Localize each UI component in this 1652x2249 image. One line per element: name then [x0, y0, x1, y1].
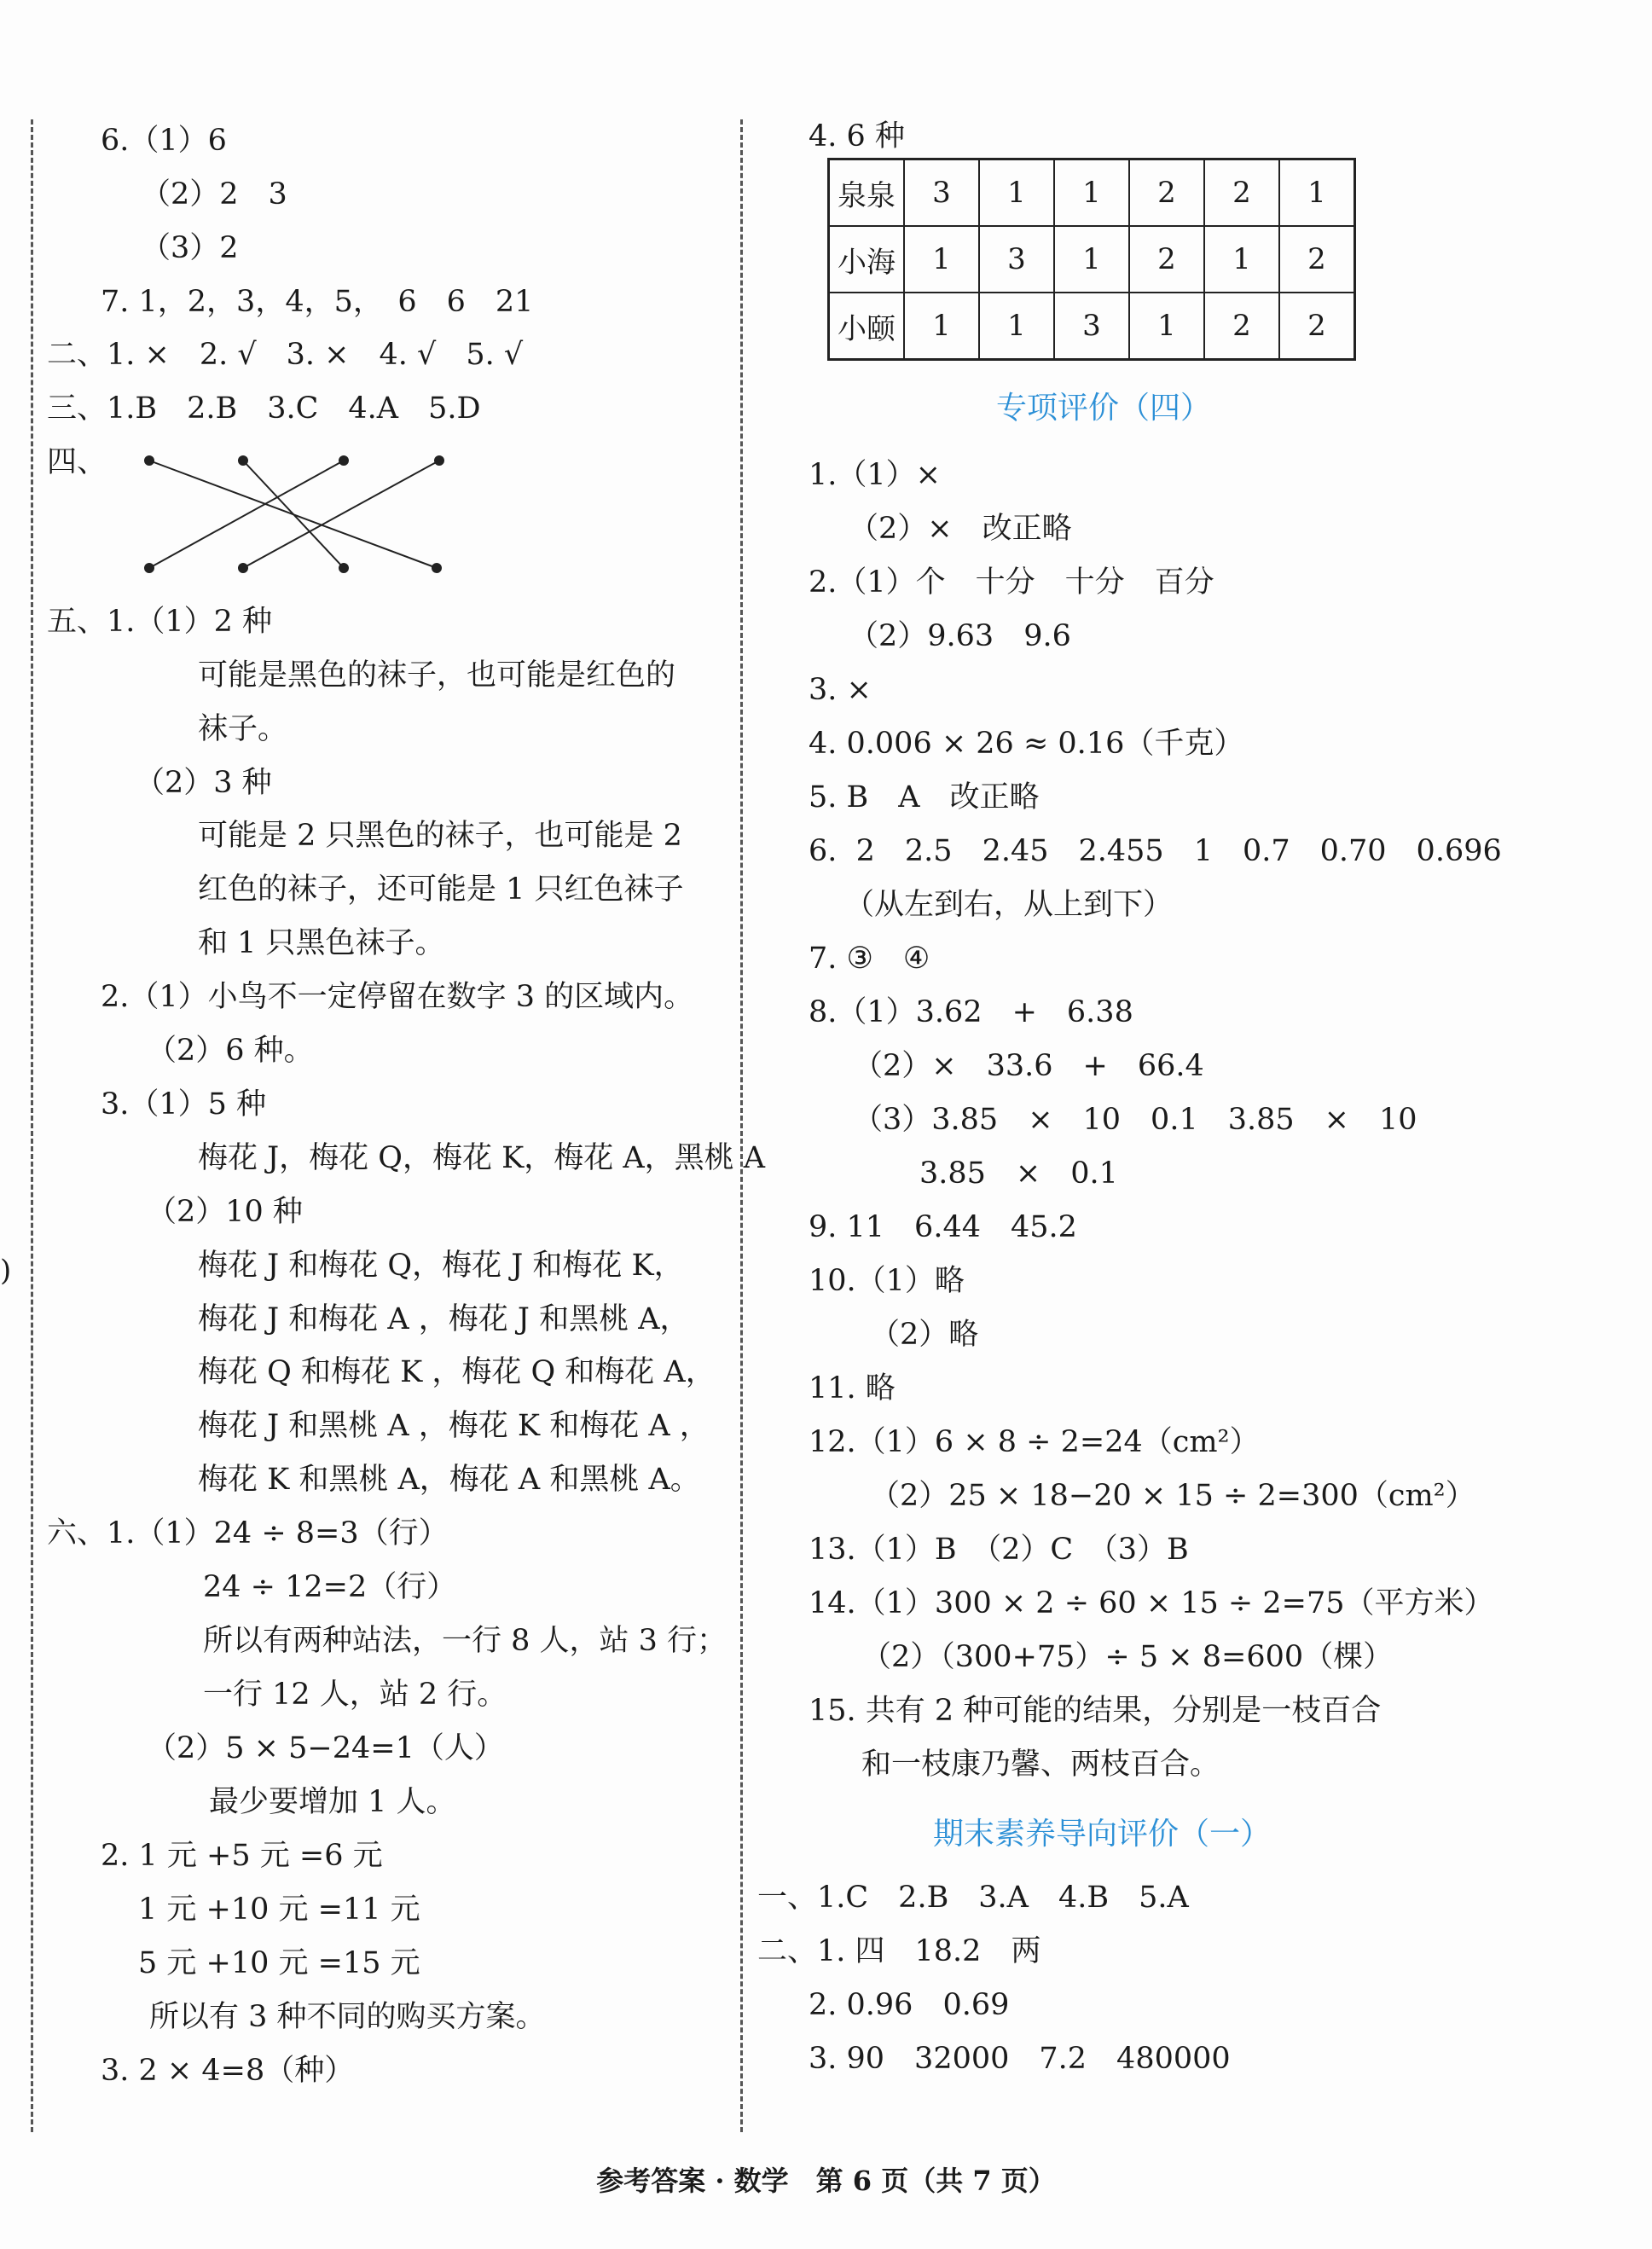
answer-line: （2）× 33.6 + 66.4	[853, 1049, 1204, 1083]
table-cell: 1	[1279, 159, 1355, 227]
answer-line: 13.（1）B （2）C （3）B	[809, 1533, 1189, 1567]
table-row	[829, 293, 1355, 360]
answer-line: 所以有两种站法，一行 8 人，站 3 行；	[203, 1624, 727, 1658]
table-cell: 2	[1129, 226, 1204, 293]
table-cell: 1	[979, 159, 1054, 227]
answer-line: （2）3 种	[135, 766, 272, 800]
answer-line: 可能是黑色的袜子，也可能是红色的	[198, 658, 676, 693]
match-dot	[339, 564, 348, 572]
answer-line: 3.85 × 0.1	[919, 1156, 1118, 1191]
column-divider	[740, 119, 743, 2132]
answer-line: （2）× 改正略	[849, 512, 1072, 546]
edge-mark: )	[0, 1254, 12, 1288]
answer-line: 2. 0.96 0.69	[809, 1988, 1010, 2022]
answer-line: 4. 0.006 × 26 ≈ 0.16（千克）	[809, 727, 1244, 761]
answer-line: 7. ③ ④	[809, 942, 930, 976]
answer-line: 和 1 只黑色袜子。	[198, 926, 445, 960]
table-cell: 3	[979, 226, 1054, 293]
answer-line: 一行 12 人，站 2 行。	[203, 1678, 507, 1712]
answer-line: 1.（1）×	[809, 458, 941, 492]
answer-line: 梅花 J 和黑桃 A ，梅花 K 和梅花 A ，	[198, 1409, 710, 1443]
answer-line: 12.（1）6 × 8 ÷ 2=24（cm²）	[809, 1425, 1260, 1459]
answer-line: 梅花 K 和黑桃 A，梅花 A 和黑桃 A。	[198, 1463, 700, 1497]
answer-line: 梅花 J，梅花 Q，梅花 K，梅花 A，黑桃 A	[198, 1141, 766, 1175]
answer-line: 袜子。	[198, 712, 288, 746]
answer-line: 六、1.（1）24 ÷ 8=3（行）	[47, 1516, 449, 1551]
answer-line: 14.（1）300 × 2 ÷ 60 × 15 ÷ 2=75（平方米）	[809, 1586, 1494, 1620]
answer-line: 5 元 +10 元 =15 元	[138, 1946, 420, 1980]
table-cell: 3	[1054, 293, 1129, 360]
answer-line: 一、1.C 2.B 3.A 4.B 5.A	[757, 1881, 1189, 1915]
table-row-name: 小海	[829, 226, 905, 293]
answer-line: （2）（300+75）÷ 5 × 8=600（棵）	[861, 1640, 1394, 1674]
table-cell: 1	[1054, 159, 1129, 227]
answer-line: 五、1.（1）2 种	[47, 605, 273, 639]
table-cell: 3	[904, 159, 979, 227]
answer-line: 11. 略	[809, 1371, 896, 1406]
answer-line: 24 ÷ 12=2（行）	[203, 1570, 457, 1604]
section-heading-four: 专项评价（四）	[996, 391, 1212, 426]
answer-line: （2）略	[870, 1318, 979, 1352]
answer-line: 二、1. 四 18.2 两	[757, 1934, 1041, 1968]
section-heading-final-one: 期末素养导向评价（一）	[933, 1817, 1272, 1852]
answer-line: 5. B A 改正略	[809, 780, 1040, 814]
answer-line: 最少要增加 1 人。	[209, 1785, 456, 1819]
answer-line: 四、	[47, 445, 107, 479]
answer-line: （2）9.63 9.6	[849, 619, 1071, 653]
answer-line: 3. 2 × 4=8（种）	[101, 2054, 355, 2088]
answer-line: 9. 11 6.44 45.2	[809, 1210, 1077, 1244]
answer-line: 1 元 +10 元 =11 元	[138, 1893, 420, 1927]
match-dot	[339, 456, 348, 465]
answer-line: （2）10 种	[147, 1195, 303, 1229]
answer-line: 10.（1）略	[809, 1264, 965, 1298]
table-row-name: 小颐	[829, 293, 905, 360]
answer-line: 6.（1）6	[101, 124, 227, 158]
match-dot	[239, 456, 247, 465]
answer-line: （2）6 种。	[147, 1034, 314, 1068]
match-dot	[145, 564, 154, 572]
match-line	[149, 461, 344, 568]
answer-line: 可能是 2 只黑色的袜子，也可能是 2	[198, 819, 682, 853]
match-dot	[239, 564, 247, 572]
answer-line: 和一枝康乃馨、两枝百合。	[861, 1748, 1220, 1782]
table-cell: 1	[1204, 226, 1279, 293]
match-line	[243, 461, 344, 568]
table-cell: 2	[1279, 226, 1355, 293]
answer-line: 3.（1）5 种	[101, 1087, 267, 1122]
left-margin-divider	[31, 119, 33, 2132]
answer-line: （2）25 × 18−20 × 15 ÷ 2=300（cm²）	[870, 1479, 1475, 1513]
answer-line: 3. ×	[809, 673, 872, 707]
answer-line: （2）2 3	[141, 177, 287, 212]
table-cell: 2	[1204, 159, 1279, 227]
table-cell: 1	[1129, 293, 1204, 360]
matching-diagram	[136, 450, 461, 578]
match-dot	[432, 564, 441, 572]
answer-line: 6. 2 2.5 2.45 2.455 1 0.7 0.70 0.696	[809, 834, 1502, 868]
table-cell: 2	[1279, 293, 1355, 360]
page-footer: 参考答案 · 数学 第 6 页（共 7 页）	[596, 2165, 1056, 2197]
answer-line: （3）3.85 × 10 0.1 3.85 × 10	[853, 1103, 1417, 1137]
answer-line: （从左到右，从上到下）	[844, 888, 1174, 922]
answer-line: 梅花 J 和梅花 A ，梅花 J 和黑桃 A，	[198, 1302, 690, 1336]
answer-line: （2）5 × 5−24=1（人）	[147, 1731, 504, 1765]
answer-line: 2.（1）个 十分 十分 百分	[809, 565, 1214, 600]
answer-line: 二、1. × 2. √ 3. × 4. √ 5. √	[47, 338, 524, 372]
answer-line: 三、1.B 2.B 3.C 4.A 5.D	[47, 391, 481, 426]
answer-line: 8.（1）3.62 + 6.38	[809, 995, 1133, 1029]
table-cell: 2	[1204, 293, 1279, 360]
table-row-name: 泉泉	[829, 159, 905, 227]
match-dot	[435, 456, 443, 465]
answer-line: 2. 1 元 +5 元 =6 元	[101, 1839, 383, 1873]
table-cell: 1	[1054, 226, 1129, 293]
table-cell: 1	[904, 226, 979, 293]
answer-line: 4. 6 种	[809, 119, 905, 154]
answer-line: 红色的袜子，还可能是 1 只红色袜子	[198, 872, 684, 907]
answer-line: （3）2	[141, 231, 239, 265]
answer-line: 15. 共有 2 种可能的结果，分别是一枝百合	[809, 1694, 1382, 1728]
answer-line: 梅花 J 和梅花 Q，梅花 J 和梅花 K，	[198, 1249, 684, 1283]
answer-line: 2.（1）小鸟不一定停留在数字 3 的区域内。	[101, 980, 694, 1014]
table-row	[829, 226, 1355, 293]
answer-line: 所以有 3 种不同的购买方案。	[149, 2000, 546, 2034]
answer-line: 3. 90 32000 7.2 480000	[809, 2042, 1231, 2076]
table-cell: 1	[904, 293, 979, 360]
match-line	[243, 461, 439, 568]
answer-line: 7. 1，2，3，4，5， 6 6 21	[101, 285, 534, 319]
table-row	[829, 159, 1355, 227]
answer-line: 梅花 Q 和梅花 K ，梅花 Q 和梅花 A，	[198, 1355, 716, 1389]
table-cell: 2	[1129, 159, 1204, 227]
answer-table	[827, 158, 1356, 361]
table-cell: 1	[979, 293, 1054, 360]
match-dot	[145, 456, 154, 465]
